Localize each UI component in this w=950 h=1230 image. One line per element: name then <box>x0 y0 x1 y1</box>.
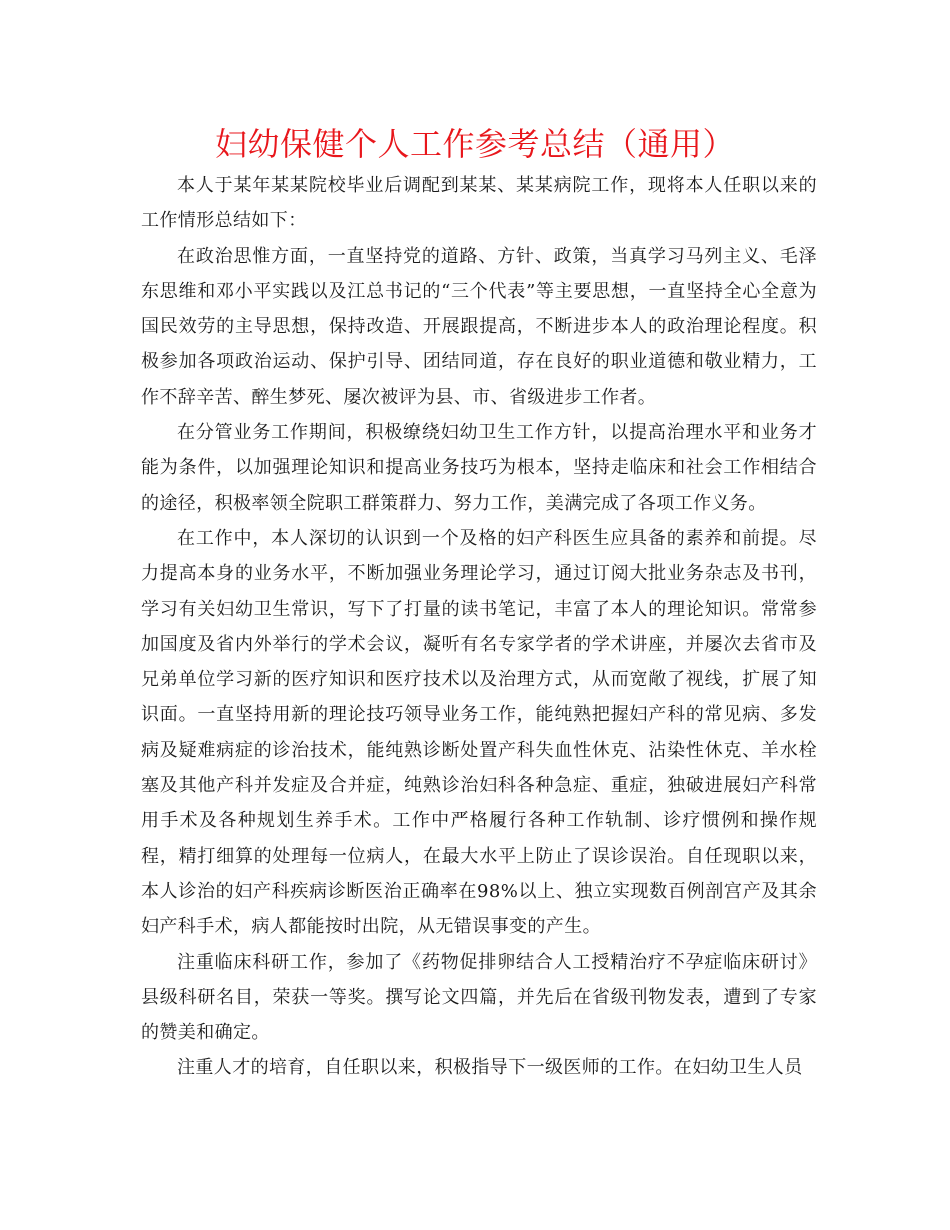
paragraph-clinical-work: 在工作中，本人深切的认识到一个及格的妇产科医生应具备的素养和前提。尽力提高本身的业务水平，不断加强业务理论学习，通过订阅大批业务杂志及书刊，学习有关妇幼卫生常识，写下了打量的读书笔记，丰富了本人的理论知识。常常参加国度及省内外举行的学术会议，凝听有名专家学者的学术讲座，并屡次去省市及兄弟单位学习新的医疗知识和医疗技术以及治理方式，从而宽敞了视线，扩展了知识面。一直坚持用新的理论技巧领导业务工作，能纯熟把握妇产科的常见病、多发病及疑难病症的诊治技术，能纯熟诊断处置产科失血性休克、沾染性休克、羊水栓塞及其他产科并发症及合并症，纯熟诊治妇科各种急症、重症，独破进展妇产科常用手术及各种规划生养手术。工作中严格履行各种工作轨制、诊疗惯例和操作规程，精打细算的处理每一位病人，在最大水平上防止了误诊误治。自任现职以来，本人诊治的妇产科疾病诊断医治正确率在98%以上、独立实现数百例剖宫产及其余妇产科手术，病人都能按时出院，从无错误事变的产生。 <box>141 527 817 938</box>
document-body <box>141 168 817 1086</box>
document-title: 妇幼保健个人工作参考总结（通用） <box>214 125 735 163</box>
paragraph-training: 注重人才的培育，自任职以来，积极指导下一级医师的工作。在妇幼卫生人员 <box>177 1057 803 1079</box>
paragraph-political: 在政治思惟方面，一直坚持党的道路、方针、政策，当真学习马列主义、毛泽东思维和邓小平实践以及江总书记的“三个代表”等主要思想，一直坚持全心全意为国民效劳的主导思想，保持改造、开展跟提高，不断进步本人的政治理论程度。积极参加各项政治运动、保护引导、团结同道，存在良好的职业道德和敬业精力，工作不辞辛苦、醉生梦死、屡次被评为县、市、省级进步工作者。 <box>141 245 817 408</box>
paragraph-intro: 本人于某年某某院校毕业后调配到某某、某某病院工作，现将本人任职以来的工作情形总结如下： <box>141 175 817 232</box>
paragraph-management: 在分管业务工作期间，积极缭绕妇幼卫生工作方针，以提高治理水平和业务才能为条件，以加强理论知识和提高业务技巧为根本，坚持走临床和社会工作相结合的途径，积极率领全院职工群策群力、努力工作，美满完成了各项工作义务。 <box>141 422 817 514</box>
paragraph-research: 注重临床科研工作，参加了《药物促排卵结合人工授精治疗不孕症临床研讨》县级科研名目，荣获一等奖。撰写论文四篇，并先后在省级刊物发表，遭到了专家的赞美和确定。 <box>141 951 817 1044</box>
